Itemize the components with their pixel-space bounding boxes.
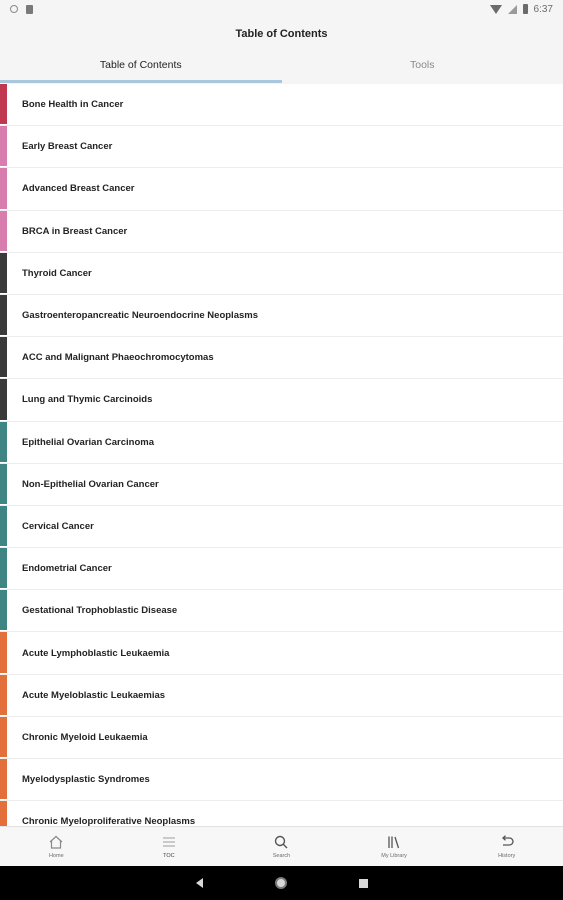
recents-icon[interactable] xyxy=(359,879,368,888)
wifi-icon xyxy=(490,5,502,14)
toc-category-color-bar xyxy=(0,801,7,826)
toc-item-label: Advanced Breast Cancer xyxy=(22,183,135,195)
toc-item-label: Thyroid Cancer xyxy=(22,267,92,279)
toc-category-color-bar xyxy=(0,337,7,377)
toc-item-label: Bone Health in Cancer xyxy=(22,99,124,111)
page-title: Table of Contents xyxy=(235,28,328,40)
toc-item-label: Acute Lymphoblastic Leukaemia xyxy=(22,647,170,659)
toc-category-color-bar xyxy=(0,379,7,419)
toc-item[interactable] xyxy=(0,464,563,506)
toc-category-color-bar xyxy=(0,759,7,799)
toc-item[interactable] xyxy=(0,337,563,379)
battery-icon xyxy=(523,4,528,14)
toc-list xyxy=(0,84,563,826)
toc-item-label: Early Breast Cancer xyxy=(22,141,113,153)
toc-category-color-bar xyxy=(0,675,7,715)
toc-item-label: BRCA in Breast Cancer xyxy=(22,225,128,237)
nav-my-library[interactable] xyxy=(338,827,451,866)
toc-category-color-bar xyxy=(0,84,7,124)
toc-item-label: Epithelial Ovarian Carcinoma xyxy=(22,436,154,448)
nav-my-library-label: My Library xyxy=(381,853,407,859)
toc-list-icon xyxy=(161,834,177,850)
toc-item[interactable] xyxy=(0,590,563,632)
sd-card-icon xyxy=(26,5,33,14)
toc-item-label: Acute Myeloblastic Leukaemias xyxy=(22,689,166,701)
toc-item-label: Endometrial Cancer xyxy=(22,563,112,575)
search-icon xyxy=(273,834,289,850)
signal-icon xyxy=(508,5,517,14)
app-header xyxy=(0,18,563,84)
toc-category-color-bar xyxy=(0,632,7,672)
toc-item-label: Cervical Cancer xyxy=(22,520,94,532)
toc-item-label: ACC and Malignant Phaeochromocytomas xyxy=(22,352,214,364)
toc-item[interactable] xyxy=(0,801,563,826)
back-icon[interactable] xyxy=(196,878,203,888)
tab-bar xyxy=(0,54,563,84)
toc-item[interactable] xyxy=(0,632,563,674)
toc-item[interactable] xyxy=(0,211,563,253)
home-icon xyxy=(48,834,64,850)
nav-home[interactable] xyxy=(0,827,113,866)
toc-category-color-bar xyxy=(0,422,7,462)
history-icon xyxy=(499,834,515,850)
toc-item[interactable] xyxy=(0,253,563,295)
nav-home-label: Home xyxy=(48,853,64,859)
nav-toc[interactable] xyxy=(113,827,226,866)
toc-item-label: Myelodysplastic Syndromes xyxy=(22,774,150,786)
nav-history-label: History xyxy=(498,853,516,859)
toc-category-color-bar xyxy=(0,295,7,335)
toc-category-color-bar xyxy=(0,506,7,546)
toc-category-color-bar xyxy=(0,126,7,166)
toc-category-color-bar xyxy=(0,253,7,293)
library-icon xyxy=(386,834,402,850)
tab-table-of-contents[interactable]: Table of Contents xyxy=(0,54,282,84)
nav-toc-label: TOC xyxy=(163,853,175,859)
toc-item[interactable] xyxy=(0,506,563,548)
toc-item[interactable] xyxy=(0,84,563,126)
toc-item-label: Non-Epithelial Ovarian Cancer xyxy=(22,478,159,490)
toc-category-color-bar xyxy=(0,717,7,757)
toc-item[interactable] xyxy=(0,422,563,464)
toc-category-color-bar xyxy=(0,211,7,251)
status-time: 6:37 xyxy=(533,3,553,15)
toc-item-label: Lung and Thymic Carcinoids xyxy=(22,394,153,406)
toc-item[interactable] xyxy=(0,295,563,337)
toc-category-color-bar xyxy=(0,168,7,208)
toc-category-color-bar xyxy=(0,590,7,630)
nav-search-label: Search xyxy=(272,853,291,859)
toc-item[interactable] xyxy=(0,675,563,717)
toc-item[interactable] xyxy=(0,379,563,421)
toc-category-color-bar xyxy=(0,464,7,504)
toc-item[interactable] xyxy=(0,759,563,801)
home-circle-icon[interactable] xyxy=(275,877,287,889)
bottom-navigation xyxy=(0,826,563,866)
toc-item[interactable] xyxy=(0,717,563,759)
nav-search[interactable] xyxy=(225,827,338,866)
nav-history[interactable] xyxy=(450,827,563,866)
system-navigation-bar xyxy=(0,866,563,900)
toc-item-label: Gestational Trophoblastic Disease xyxy=(22,605,178,617)
toc-item-label: Gastroenteropancreatic Neuroendocrine Neoplasms xyxy=(22,310,258,322)
toc-item[interactable] xyxy=(0,168,563,210)
status-bar xyxy=(0,0,563,18)
tab-tools[interactable]: Tools xyxy=(409,59,435,71)
toc-item-label: Chronic Myeloproliferative Neoplasms xyxy=(22,816,196,826)
toc-item-label: Chronic Myeloid Leukaemia xyxy=(22,731,148,743)
toc-category-color-bar xyxy=(0,548,7,588)
toc-item[interactable] xyxy=(0,548,563,590)
toc-item[interactable] xyxy=(0,126,563,168)
notification-dot-icon xyxy=(10,5,18,13)
